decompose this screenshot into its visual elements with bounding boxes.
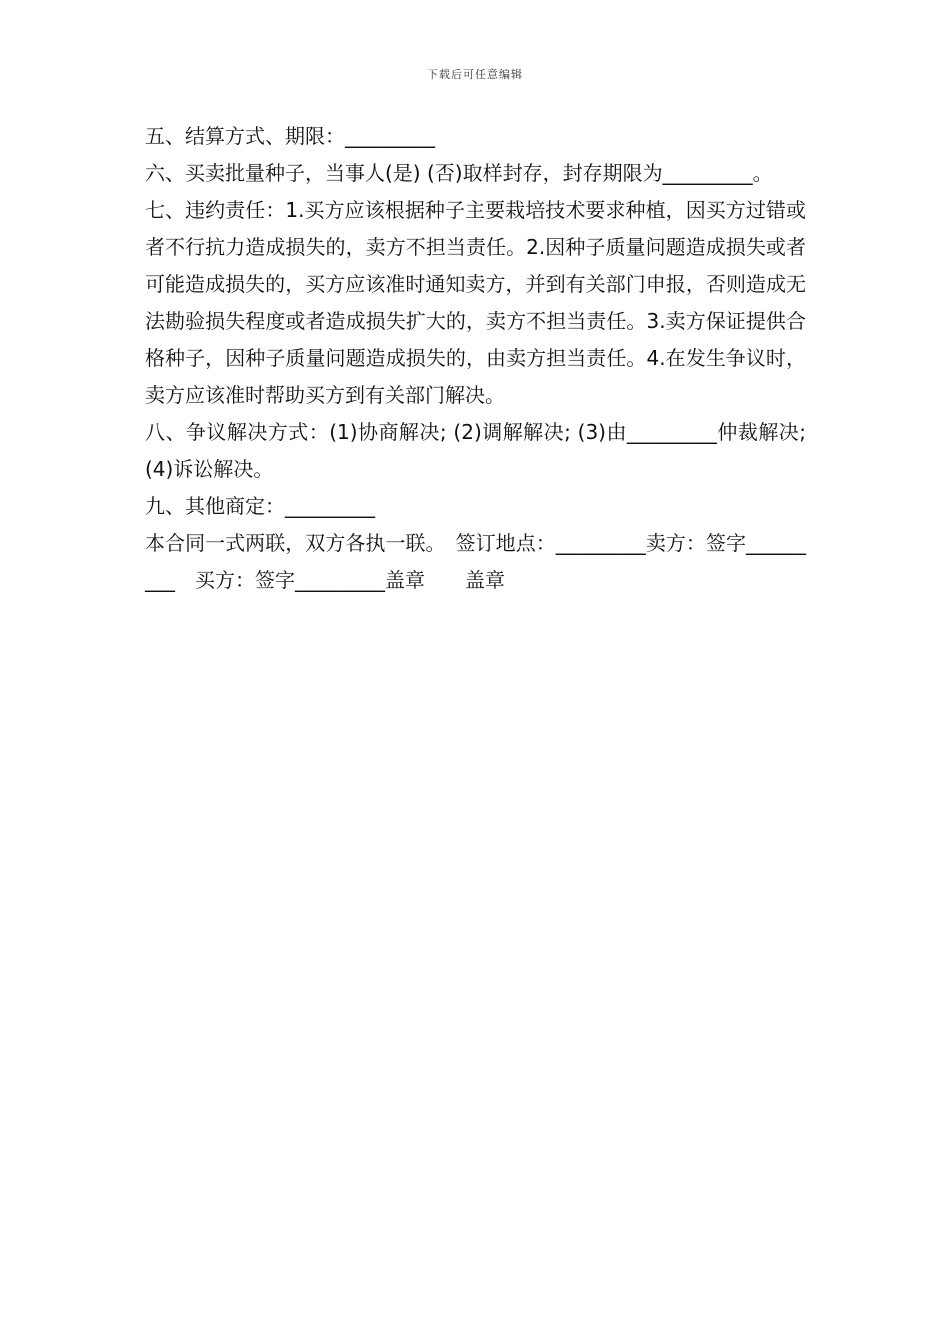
clause-7-liability: 七、违约责任：1.买方应该根据种子主要栽培技术要求种植，因买方过错或者不行抗力造成损失的，卖方不担当责任。2.因种子质量问题造成损失或者可能造成损失的，买方应该准时通知卖方，并到有关部门申报，否则造成无法勘验损失程度或者造成损失扩大的，卖方不担当责任。3.卖方保证提供合格种子，因种子质量问题造成损失的，由卖方担当责任。4.在发生争议时，卖方应该准时帮助买方到有关部门解决。 — [145, 198, 806, 407]
clause-5-settlement: 五、结算方式、期限：_________ — [145, 124, 435, 148]
clause-8-dispute: 八、争议解决方式：(1)协商解决; (2)调解解决; (3)由_________仲裁解决;(4)诉讼解决。 — [145, 420, 806, 481]
clause-9-other: 九、其他商定：_________ — [145, 494, 375, 518]
document-body — [145, 118, 806, 599]
signature-block: 本合同一式两联，双方各执一联。 签订地点：_________卖方：签字_________ 买方：签字_________盖章 盖章 — [145, 531, 806, 592]
clause-6-sampling: 六、买卖批量种子，当事人(是) (否)取样封存，封存期限为_________。 — [145, 161, 773, 185]
page-header: 下载后可任意编辑 — [427, 68, 523, 81]
